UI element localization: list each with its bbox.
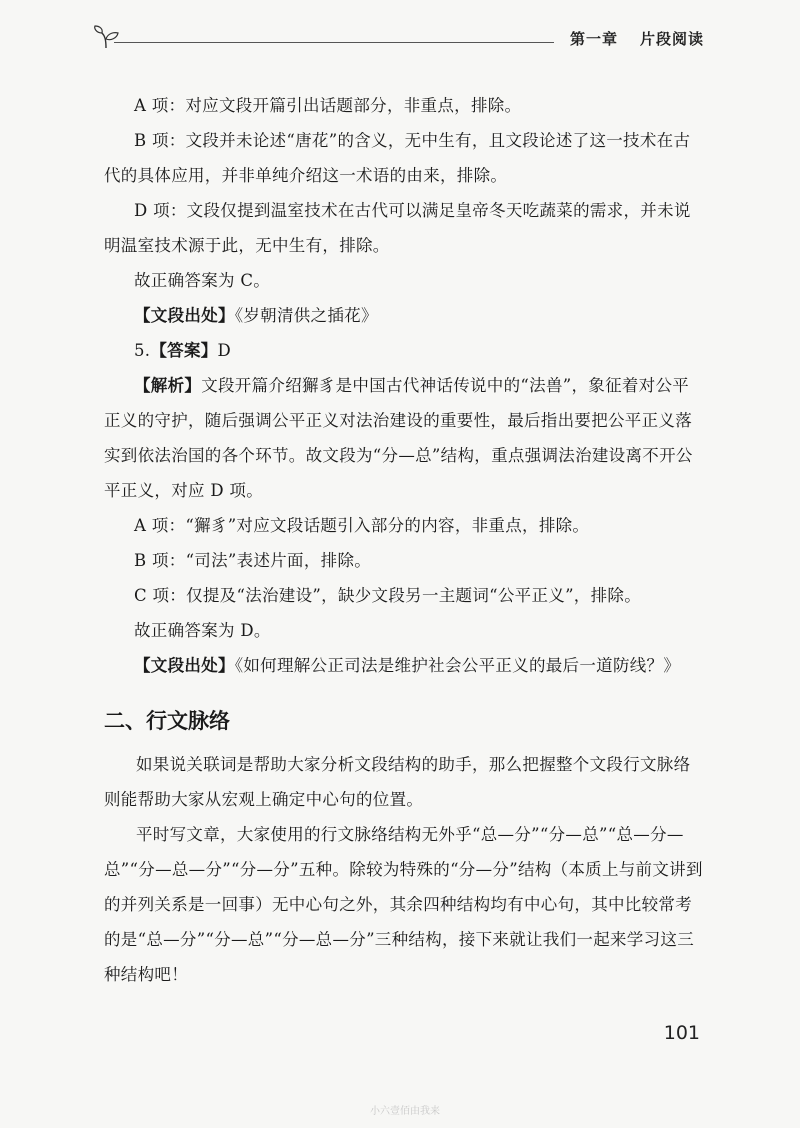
chapter-heading [570,28,704,49]
answer-line [104,333,704,368]
analysis-label: 【解析】 [134,376,202,395]
chapter-title: 片段阅读 [639,30,704,48]
section-paragraph: 如果说关联词是帮助大家分析文段结构的助手，那么把握整个文段行文脉络则能帮助大家从宏观上确定中心句的位置。 [104,755,691,809]
page-content [104,88,704,992]
option-a-analysis: A 项：对应文段开篇引出话题部分，非重点，排除。 [134,96,522,115]
page-number: 101 [663,1022,700,1044]
question-number: 5. [134,341,151,360]
answer-conclusion: 故正确答案为 D。 [134,621,271,640]
leaf-sprout-icon [92,24,120,52]
source-title: 《岁朝清供之插花》 [234,306,378,325]
answer-conclusion: 故正确答案为 C。 [134,271,271,290]
option-b-analysis: B 项：文段并未论述“唐花”的含义，无中生有，且文段论述了这一技术在古代的具体应用，并非单纯介绍这一术语的由来，排除。 [104,131,691,185]
page-header [92,22,704,54]
source-label: 【文段出处】 [134,306,235,325]
answer-label: 【答案】 [150,341,218,360]
option-a-analysis: A 项：“獬豸”对应文段话题引入部分的内容，非重点，排除。 [134,516,590,535]
option-b-analysis: B 项：“司法”表述片面，排除。 [134,551,372,570]
source-line [104,648,704,683]
analysis-text: 文段开篇介绍獬豸是中国古代神话传说中的“法兽”，象征着对公平正义的守护，随后强调公平正义对法治建设的重要性，最后指出要把公平正义落实到依法治国的各个环节。故文段为“分—总”结构，重点强调法治建设离不开公平正义，对应 D 项。 [104,376,693,500]
answer-value: D [217,341,232,360]
header-rule [114,42,554,43]
section-paragraph: 平时写文章，大家使用的行文脉络结构无外乎“总—分”“分—总”“总—分—总”“分—总—分”“分—分”五种。除较为特殊的“分—分”结构（本质上与前文讲到的并列关系是一回事）无中心句之外，其余四种结构均有中心句，其中比较常考的是“总—分”“分—总”“分—总—分”三种结构，接下来就让我们一起来学习这三种结构吧！ [104,825,703,984]
section-heading: 二、行文脉络 [104,709,230,733]
watermark-text: 小六壹佰由我来 [370,1106,440,1117]
source-label: 【文段出处】 [134,656,235,675]
option-d-analysis: D 项：文段仅提到温室技术在古代可以满足皇帝冬天吃蔬菜的需求，并未说明温室技术源于此，无中生有，排除。 [104,201,691,255]
source-title: 《如何理解公正司法是维护社会公平正义的最后一道防线？》 [234,656,681,675]
analysis-paragraph [104,368,704,508]
option-c-analysis: C 项：仅提及“法治建设”，缺少文段另一主题词“公平正义”，排除。 [134,586,642,605]
source-line [104,298,704,333]
chapter-number: 第一章 [569,30,618,48]
